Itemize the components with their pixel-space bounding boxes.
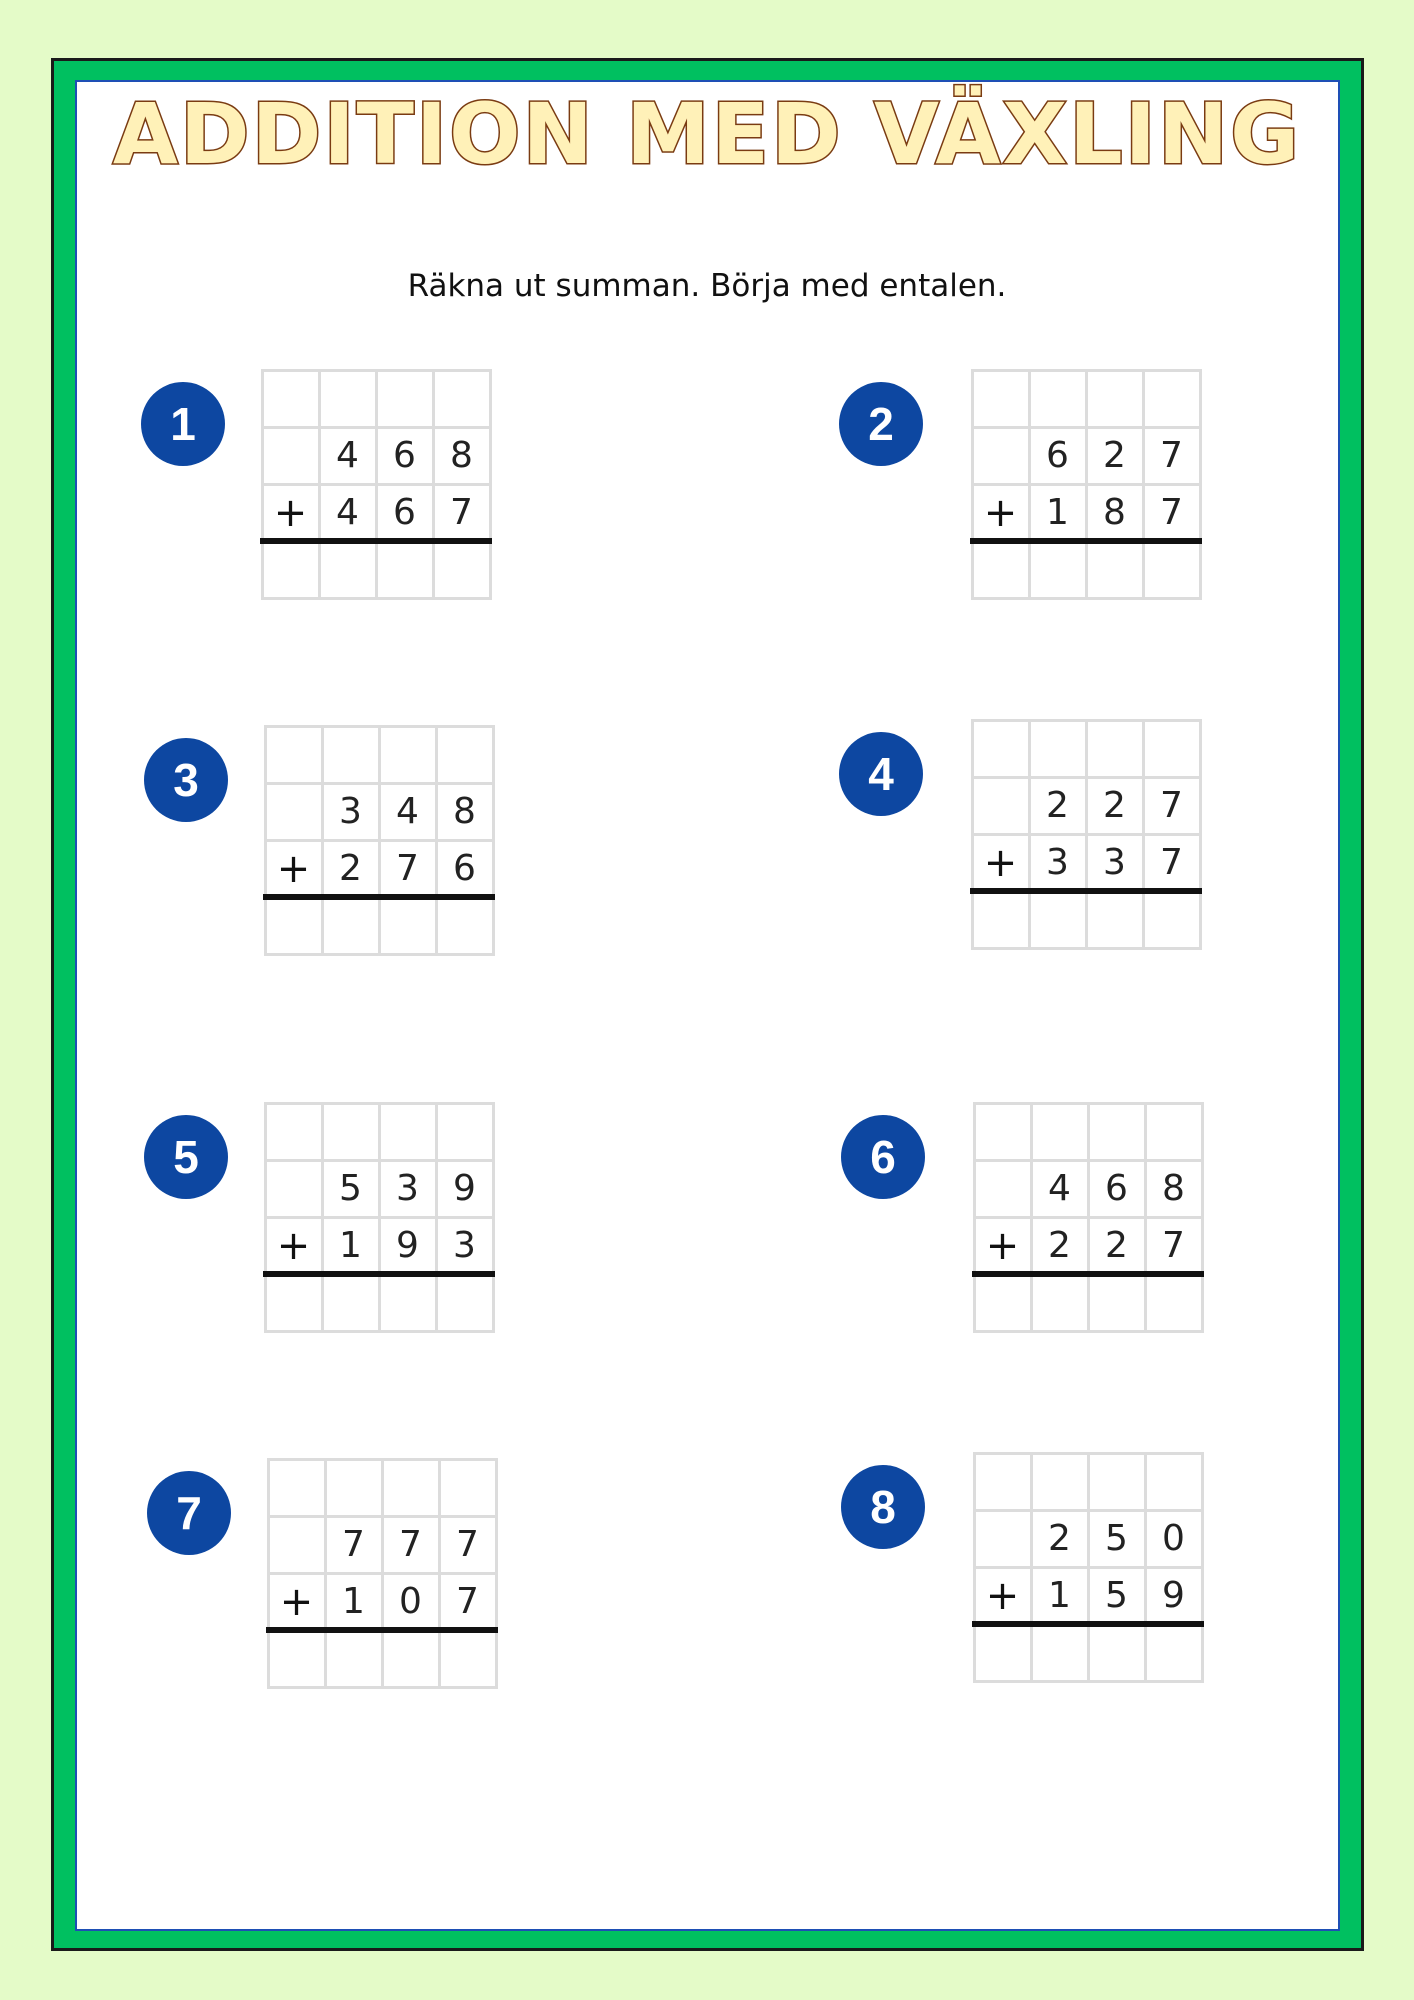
- problem-8: [840, 1453, 1300, 1703]
- carry-cell[interactable]: [1030, 1452, 1090, 1512]
- page-title: ADDITION MED VÄXLING: [112, 85, 1302, 183]
- answer-cell[interactable]: [1085, 890, 1145, 950]
- carry-cell[interactable]: [321, 725, 381, 785]
- answer-cell[interactable]: [1085, 540, 1145, 600]
- answer-cell[interactable]: [267, 1629, 327, 1689]
- carry-cell[interactable]: [1142, 719, 1202, 779]
- empty-cell: [264, 782, 324, 842]
- carry-cell[interactable]: [971, 369, 1031, 429]
- second-addend-digit: 2: [321, 839, 381, 899]
- second-addend-digit: 6: [435, 839, 495, 899]
- answer-cell[interactable]: [264, 896, 324, 956]
- carry-cell[interactable]: [973, 1102, 1033, 1162]
- sum-line: [263, 894, 495, 900]
- carry-cell[interactable]: [1087, 1102, 1147, 1162]
- carry-cell[interactable]: [971, 719, 1031, 779]
- first-addend-digit: 4: [378, 782, 438, 842]
- problem-3: [143, 726, 603, 976]
- first-addend-digit: 4: [1030, 1159, 1090, 1219]
- first-addend-digit: 7: [324, 1515, 384, 1575]
- carry-cell[interactable]: [264, 1102, 324, 1162]
- empty-cell: [971, 426, 1031, 486]
- first-addend-digit: 6: [1087, 1159, 1147, 1219]
- empty-cell: [267, 1515, 327, 1575]
- sum-line: [260, 538, 492, 544]
- carry-cell[interactable]: [1085, 719, 1145, 779]
- problem-2: [838, 370, 1298, 620]
- answer-cell[interactable]: [321, 896, 381, 956]
- sum-line: [263, 1271, 495, 1277]
- second-addend-digit: 3: [1085, 833, 1145, 893]
- answer-cell[interactable]: [264, 1273, 324, 1333]
- plus-sign: +: [973, 1566, 1033, 1626]
- second-addend-digit: 7: [378, 839, 438, 899]
- answer-cell[interactable]: [1144, 1623, 1204, 1683]
- second-addend-digit: 9: [1144, 1566, 1204, 1626]
- addition-grid: [268, 1459, 496, 1687]
- answer-cell[interactable]: [432, 540, 492, 600]
- plus-sign: +: [971, 833, 1031, 893]
- problem-number-badge: 5: [144, 1115, 228, 1199]
- empty-cell: [261, 426, 321, 486]
- addition-grid: [972, 370, 1200, 598]
- second-addend-digit: 7: [1142, 833, 1202, 893]
- answer-cell[interactable]: [971, 890, 1031, 950]
- problem-number-badge: 3: [144, 738, 228, 822]
- problem-4: [838, 720, 1298, 970]
- problem-number-badge: 2: [839, 382, 923, 466]
- second-addend-digit: 7: [438, 1572, 498, 1632]
- sum-line: [266, 1627, 498, 1633]
- answer-cell[interactable]: [1030, 1273, 1090, 1333]
- answer-cell[interactable]: [1028, 540, 1088, 600]
- answer-cell[interactable]: [1144, 1273, 1204, 1333]
- second-addend-digit: 3: [435, 1216, 495, 1276]
- answer-cell[interactable]: [1087, 1623, 1147, 1683]
- first-addend-digit: 7: [1142, 426, 1202, 486]
- carry-cell[interactable]: [378, 725, 438, 785]
- second-addend-digit: 7: [1142, 483, 1202, 543]
- problem-7: [146, 1459, 606, 1709]
- carry-cell[interactable]: [324, 1458, 384, 1518]
- addition-grid: [972, 720, 1200, 948]
- carry-cell[interactable]: [435, 725, 495, 785]
- instruction-text: Räkna ut summan. Börja med entalen.: [407, 268, 1007, 304]
- first-addend-digit: 8: [432, 426, 492, 486]
- addition-grid: [974, 1103, 1202, 1331]
- carry-cell[interactable]: [264, 725, 324, 785]
- carry-cell[interactable]: [381, 1458, 441, 1518]
- plus-sign: +: [264, 1216, 324, 1276]
- first-addend-digit: 8: [1144, 1159, 1204, 1219]
- first-addend-digit: 2: [1030, 1509, 1090, 1569]
- addition-grid: [974, 1453, 1202, 1681]
- first-addend-digit: 7: [438, 1515, 498, 1575]
- second-addend-digit: 1: [321, 1216, 381, 1276]
- plus-sign: +: [264, 839, 324, 899]
- empty-cell: [973, 1159, 1033, 1219]
- first-addend-digit: 9: [435, 1159, 495, 1219]
- problem-number-badge: 4: [839, 732, 923, 816]
- answer-cell[interactable]: [318, 540, 378, 600]
- carry-cell[interactable]: [438, 1458, 498, 1518]
- second-addend-digit: 6: [375, 483, 435, 543]
- plus-sign: +: [267, 1572, 327, 1632]
- answer-cell[interactable]: [321, 1273, 381, 1333]
- empty-cell: [971, 776, 1031, 836]
- second-addend-digit: 0: [381, 1572, 441, 1632]
- problem-6: [840, 1103, 1300, 1353]
- answer-cell[interactable]: [324, 1629, 384, 1689]
- second-addend-digit: 1: [324, 1572, 384, 1632]
- problem-1: [140, 370, 600, 620]
- first-addend-digit: 0: [1144, 1509, 1204, 1569]
- answer-cell[interactable]: [375, 540, 435, 600]
- carry-cell[interactable]: [378, 1102, 438, 1162]
- sum-line: [972, 1271, 1204, 1277]
- first-addend-digit: 2: [1085, 776, 1145, 836]
- plus-sign: +: [971, 483, 1031, 543]
- second-addend-digit: 2: [1030, 1216, 1090, 1276]
- answer-cell[interactable]: [438, 1629, 498, 1689]
- answer-cell[interactable]: [971, 540, 1031, 600]
- carry-cell[interactable]: [261, 369, 321, 429]
- answer-cell[interactable]: [378, 896, 438, 956]
- sum-line: [972, 1621, 1204, 1627]
- answer-cell[interactable]: [1030, 1623, 1090, 1683]
- answer-cell[interactable]: [973, 1273, 1033, 1333]
- carry-cell[interactable]: [1087, 1452, 1147, 1512]
- first-addend-digit: 2: [1085, 426, 1145, 486]
- first-addend-digit: 7: [381, 1515, 441, 1575]
- first-addend-digit: 4: [318, 426, 378, 486]
- carry-cell[interactable]: [1028, 719, 1088, 779]
- carry-cell[interactable]: [1085, 369, 1145, 429]
- second-addend-digit: 7: [1144, 1216, 1204, 1276]
- carry-cell[interactable]: [375, 369, 435, 429]
- carry-cell[interactable]: [1144, 1452, 1204, 1512]
- carry-cell[interactable]: [973, 1452, 1033, 1512]
- first-addend-digit: 6: [375, 426, 435, 486]
- carry-cell[interactable]: [267, 1458, 327, 1518]
- first-addend-digit: 8: [435, 782, 495, 842]
- plus-sign: +: [973, 1216, 1033, 1276]
- answer-cell[interactable]: [261, 540, 321, 600]
- problem-number-badge: 8: [841, 1465, 925, 1549]
- first-addend-digit: 7: [1142, 776, 1202, 836]
- problem-number-badge: 1: [141, 382, 225, 466]
- carry-cell[interactable]: [1142, 369, 1202, 429]
- problem-number-badge: 6: [841, 1115, 925, 1199]
- first-addend-digit: 6: [1028, 426, 1088, 486]
- empty-cell: [264, 1159, 324, 1219]
- carry-cell[interactable]: [432, 369, 492, 429]
- problem-5: [143, 1103, 603, 1353]
- second-addend-digit: 8: [1085, 483, 1145, 543]
- carry-cell[interactable]: [318, 369, 378, 429]
- carry-cell[interactable]: [1030, 1102, 1090, 1162]
- first-addend-digit: 5: [1087, 1509, 1147, 1569]
- first-addend-digit: 5: [321, 1159, 381, 1219]
- sum-line: [970, 538, 1202, 544]
- answer-cell[interactable]: [435, 896, 495, 956]
- carry-cell[interactable]: [1144, 1102, 1204, 1162]
- second-addend-digit: 5: [1087, 1566, 1147, 1626]
- answer-cell[interactable]: [378, 1273, 438, 1333]
- second-addend-digit: 3: [1028, 833, 1088, 893]
- empty-cell: [973, 1509, 1033, 1569]
- addition-grid: [262, 370, 490, 598]
- answer-cell[interactable]: [973, 1623, 1033, 1683]
- answer-cell[interactable]: [1028, 890, 1088, 950]
- first-addend-digit: 3: [378, 1159, 438, 1219]
- second-addend-digit: 4: [318, 483, 378, 543]
- carry-cell[interactable]: [321, 1102, 381, 1162]
- sum-line: [970, 888, 1202, 894]
- answer-cell[interactable]: [1142, 540, 1202, 600]
- second-addend-digit: 1: [1028, 483, 1088, 543]
- problem-number-badge: 7: [147, 1471, 231, 1555]
- second-addend-digit: 2: [1087, 1216, 1147, 1276]
- first-addend-digit: 2: [1028, 776, 1088, 836]
- addition-grid: [265, 1103, 493, 1331]
- answer-cell[interactable]: [1142, 890, 1202, 950]
- first-addend-digit: 3: [321, 782, 381, 842]
- carry-cell[interactable]: [1028, 369, 1088, 429]
- addition-grid: [265, 726, 493, 954]
- answer-cell[interactable]: [435, 1273, 495, 1333]
- second-addend-digit: 1: [1030, 1566, 1090, 1626]
- second-addend-digit: 7: [432, 483, 492, 543]
- second-addend-digit: 9: [378, 1216, 438, 1276]
- answer-cell[interactable]: [1087, 1273, 1147, 1333]
- plus-sign: +: [261, 483, 321, 543]
- answer-cell[interactable]: [381, 1629, 441, 1689]
- carry-cell[interactable]: [435, 1102, 495, 1162]
